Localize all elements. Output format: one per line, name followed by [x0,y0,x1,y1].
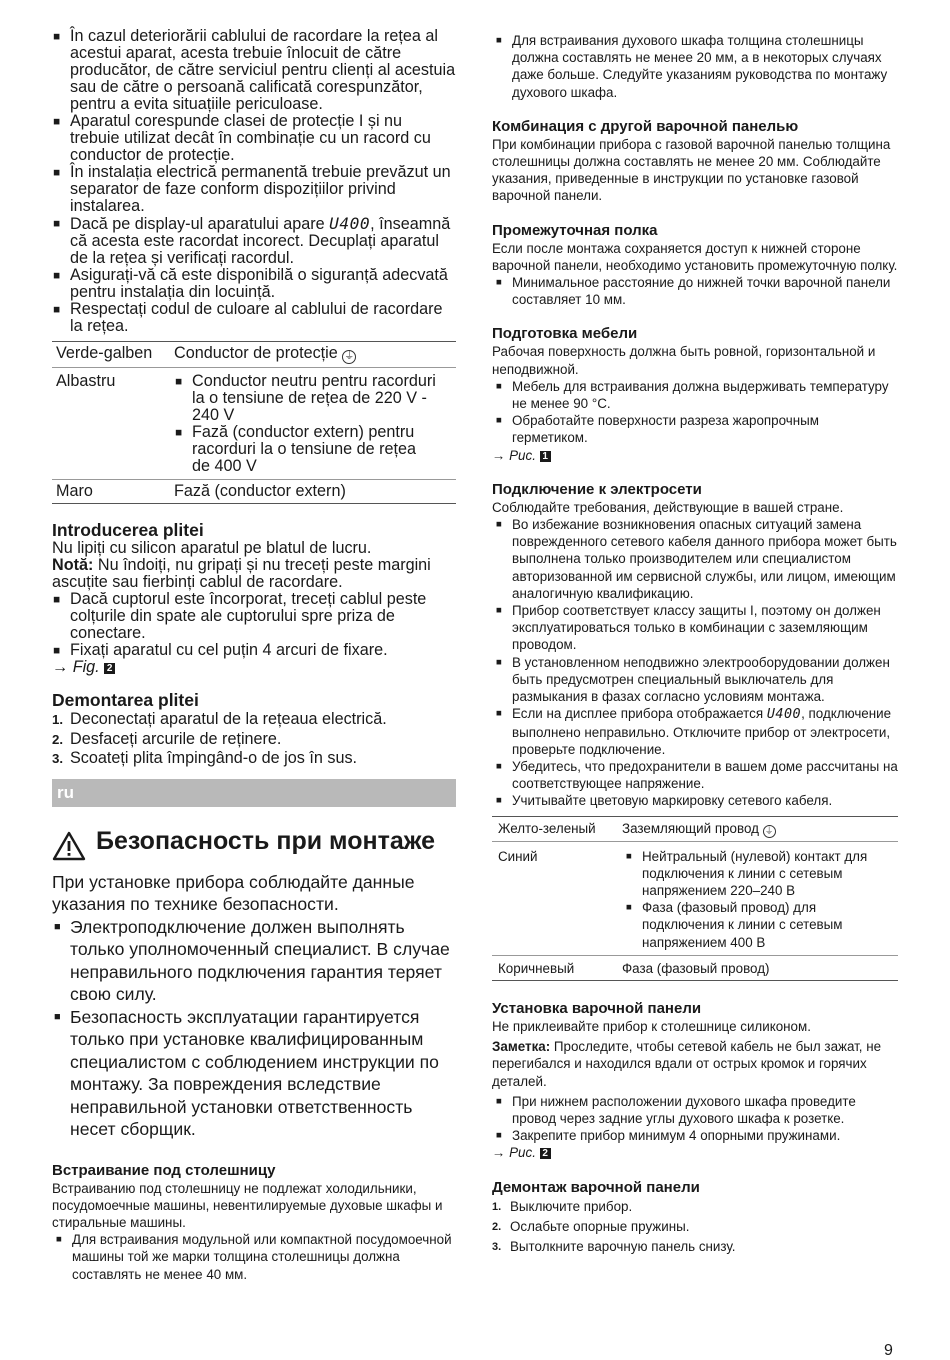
note [52,557,456,591]
safety-section [52,871,456,1141]
list-item: ■ Фаза (фазовый провод) для подключения к линии с сетевым напряжением 400 В [622,899,892,951]
section-heading: Промежуточная полка [492,221,658,239]
table-cell [622,816,898,841]
list-item: ■ Conductor neutru pentru racorduri la o tensiune de rețea de 220 V - 240 V [174,373,438,424]
arrow-icon: → [492,447,506,463]
fig-label: Fig. [72,658,100,676]
list-item: ■ Dacă cuptorul este încorporat, treceți cablul peste colțurile din spate ale cuptorului spre priza de conectare. [52,591,456,642]
ro-section [52,28,456,769]
list-item: 3. Scoateți plita împingând-o de jos în sus. [52,749,358,767]
paragraph: Встраиванию под столешницу не подлежат холодильники, посудомоечные машины, невентилируемые духовые шкафы и стиральные машины. [52,1180,443,1230]
text: Заземляющий провод [622,820,759,836]
text: , înseamnă că acesta este racordat incorect. Decuplați aparatul de la rețea și verificați racordul. [70,215,451,267]
list-item: ■ Fază (conductor extern) pentru racorduri la o tensiune de rețea de 400 V [174,424,438,475]
display-code: U400 [329,214,371,233]
fig-number: 2 [104,663,115,674]
list-item: ■ Учитывайте цветовую маркировку сетевого кабеля. [492,792,898,809]
list-item: ■ В установленном неподвижно электрооборудовании должен быть предусмотрен специальный выключатель для размыкания в фазах согласно условиям монтажа. [492,654,898,706]
step-text: Scoateți plita împingând-o de jos în sus. [70,749,358,767]
vstraivanie-list [52,1231,456,1283]
list-item: 3. Вытолкните варочную панель снизу. [492,1238,736,1254]
section-heading: Демонтаж варочной панели [492,1178,700,1196]
step-text: Выключите прибор. [510,1198,633,1214]
language-bar [52,779,456,807]
left-column [52,28,456,1283]
ro-intro-list [52,28,456,335]
polka-list [492,274,898,308]
table-row [52,368,456,480]
paragraph: Соблюдайте требования, действующие в вашей стране. [492,499,844,515]
list-item: ■ Убедитесь, что предохранители в вашем доме рассчитаны на соответствующее напряжение. [492,758,898,792]
language-code: ru [57,782,74,802]
safety-title-block [52,826,456,861]
list-item: ■ При нижнем расположении духового шкафа проведите провод через задние углы духового шкафа к розетке. [492,1093,898,1127]
section-heading: Встраивание под столешницу [52,1161,276,1179]
table-cell: Verde-galben [56,344,153,362]
display-code: U400 [766,707,802,723]
intro-list [52,591,456,659]
list-item [492,705,898,758]
mebel-list [492,378,898,447]
figure-ref [52,659,456,676]
list-item: ■ Минимальное расстояние до нижней точки варочной панели составляет 10 мм. [492,274,898,308]
paragraph: При установке прибора соблюдайте данные указания по технике безопасности. [52,871,415,914]
list-item: 2. Desfaceți arcurile de reținere. [52,729,282,748]
fig-number: 2 [540,1148,551,1159]
ro-wire-table [52,341,456,504]
paragraph: Рабочая поверхность должна быть ровной, горизонтальной и неподвижной. [492,344,876,377]
list-item: ■ În instalația electrică permanentă trebuie prevăzut un separator de faze conform dispozițiilor privind instalarea. [52,164,456,215]
arrow-icon: → [492,1145,506,1161]
list-item: ■ În cazul deteriorării cablului de racordare la rețea al acestui aparat, acesta trebuie înlocuit de către producător, de către serviciul pentru clienți al acestuia sau de către o persoană calificată corespunzător, pentru a evita situațiile periculoase. [52,28,456,113]
table-row [492,816,898,841]
note-text: Nu îndoiți, nu gripați și nu treceți peste margini ascuțite sau fierbinți cablul de racordare. [52,556,431,591]
text: , подключение выполнено неправильно. Отключите прибор от электросети, проверьте подключение. [512,706,892,757]
text: Если на дисплее прибора отображается [512,706,767,722]
ground-icon: ⏚ [764,825,774,836]
table-cell: Fază (conductor extern) [174,480,456,504]
list-item: ■ Во избежание возникновения опасных ситуаций замена поврежденного сетевого кабеля данного прибора может быть выполнена только производителем или специалистом авторизованной им сервисной службы, или лицом, имеющим аналогичную квалификацию. [492,516,898,602]
page-number: 9 [884,1342,893,1359]
table-cell [622,841,898,955]
safety-title: Безопасность при монтаже [96,826,436,855]
step-text: Desfaceți arcurile de reținere. [70,729,282,748]
section-heading: Introducerea plitei [52,520,204,540]
list-item: ■ Закрепите прибор минимум 4 опорными пружинами. [492,1127,898,1144]
figure-ref [492,447,898,464]
note [492,1038,898,1090]
table-cell: Фаза (фазовый провод) [622,955,898,980]
list-item: ■ Прибор соответствует классу защиты I, поэтому он должен эксплуатироваться только в комбинации с заземляющим проводом. [492,602,898,654]
paragraph: Nu lipiți cu silicon aparatul pe blatul de lucru. [52,539,372,557]
fig-label: Рис. [509,1145,536,1161]
list-item: ■ Для встраивания духового шкафа толщина столешницы должна составлять не менее 20 мм, а в некоторых случаях даже больше. Следуйте указаниям руководства по монтажу духового шкафа. [492,32,898,101]
paragraph: Если после монтажа сохраняется доступ к нижней стороне варочной панели, необходимо установить промежуточную полку. [492,240,898,273]
table-row [52,342,456,368]
step-text: Вытолкните варочную панель снизу. [510,1238,736,1254]
top-list [492,32,898,101]
right-column [492,32,898,1257]
section-heading: Комбинация с другой варочной панелью [492,117,799,135]
fig-label: Рис. [509,447,536,463]
section-heading: Подготовка мебели [492,325,638,343]
ru-wire-table [492,816,898,981]
podkl-list [492,516,898,809]
table-cell: Maro [52,480,174,504]
step-text: Ослабьте опорные пружины. [510,1218,690,1234]
arrow-icon: → [52,658,69,676]
safety-list [52,916,456,1141]
table-row [492,841,898,955]
table-row [492,955,898,980]
paragraph: Не приклеивайте прибор к столешнице силиконом. [492,1018,811,1034]
text: Dacă pe display-ul aparatului apare [70,215,330,233]
paragraph: При комбинации прибора с газовой варочной панелью толщина столешницы должна составлять не менее 20 мм. Соблюдайте указания, приведенные в инструкции по установке газовой варочной панели. [492,136,891,204]
list-item [52,215,456,267]
table-cell: Синий [492,841,622,955]
section-heading: Demontarea plitei [52,690,199,710]
list-item: 1. Выключите прибор. [492,1198,633,1214]
table-cell [174,342,456,368]
list-item: ■ Безопасность эксплуатации гарантируется только при установке квалифицированным специалистом с соблюдением инструкции по монтажу. За повреждения вследствие неправильной установки ответственность несет сборщик. [52,1006,456,1141]
ru-table-list [622,848,892,951]
step-text: Deconectați aparatul de la rețeaua electrică. [70,710,387,728]
table-cell: Albastru [52,368,174,480]
steps-list [52,710,456,769]
note-text: Проследите, чтобы сетевой кабель не был зажат, не перегибался и находился вдали от острых кромок и горячих деталей. [492,1039,882,1089]
section-heading: Установка варочной панели [492,999,702,1017]
note-label: Заметка: [492,1039,551,1055]
table-row [52,480,456,504]
list-item: 1. Deconectați aparatul de la rețeaua electrică. [52,710,387,728]
table-cell: Желто-зеленый [498,820,596,836]
steps-list [492,1197,898,1257]
warning-icon [52,831,86,861]
ground-icon: ⏚ [344,351,355,362]
text: Conductor de protecție [174,344,338,362]
list-item: ■ Asigurați-vă că este disponibilă o siguranță adecvată pentru instalația din locuință. [52,267,456,301]
table-cell: Коричневый [492,955,622,980]
list-item: ■ Fixați aparatul cu cel puțin 4 arcuri de fixare. [52,642,456,659]
vstraivanie-section [52,1161,456,1283]
ustanovka-list [492,1093,898,1145]
list-item: ■ Aparatul corespunde clasei de protecție I și nu trebuie utilizat decât în combinație cu un racord cu conductor de protecție. [52,113,456,164]
list-item: ■ Respectați codul de culoare al cablului de racordare la rețea. [52,301,456,335]
list-item: 2. Ослабьте опорные пружины. [492,1218,690,1234]
fig-number: 1 [540,451,551,462]
list-item: ■ Мебель для встраивания должна выдерживать температуру не менее 90 °C. [492,378,898,412]
table-cell [174,368,456,480]
list-item: ■ Для встраивания модульной или компактной посудомоечной машины той же марки толщина столешницы должна составлять не менее 40 мм. [52,1231,456,1283]
list-item: ■ Обработайте поверхности разреза жаропрочным герметиком. [492,412,898,446]
section-heading: Подключение к электросети [492,480,702,498]
ro-table-list [174,373,438,475]
list-item: ■ Нейтральный (нулевой) контакт для подключения к линии с сетевым напряжением 220–240 В [622,848,892,900]
list-item: ■ Электроподключение должен выполнять только уполномоченный специалист. В случае неправильного подключения гарантия теряет свою силу. [52,916,456,1006]
note-label: Notă: [52,556,94,574]
figure-ref [492,1144,898,1161]
